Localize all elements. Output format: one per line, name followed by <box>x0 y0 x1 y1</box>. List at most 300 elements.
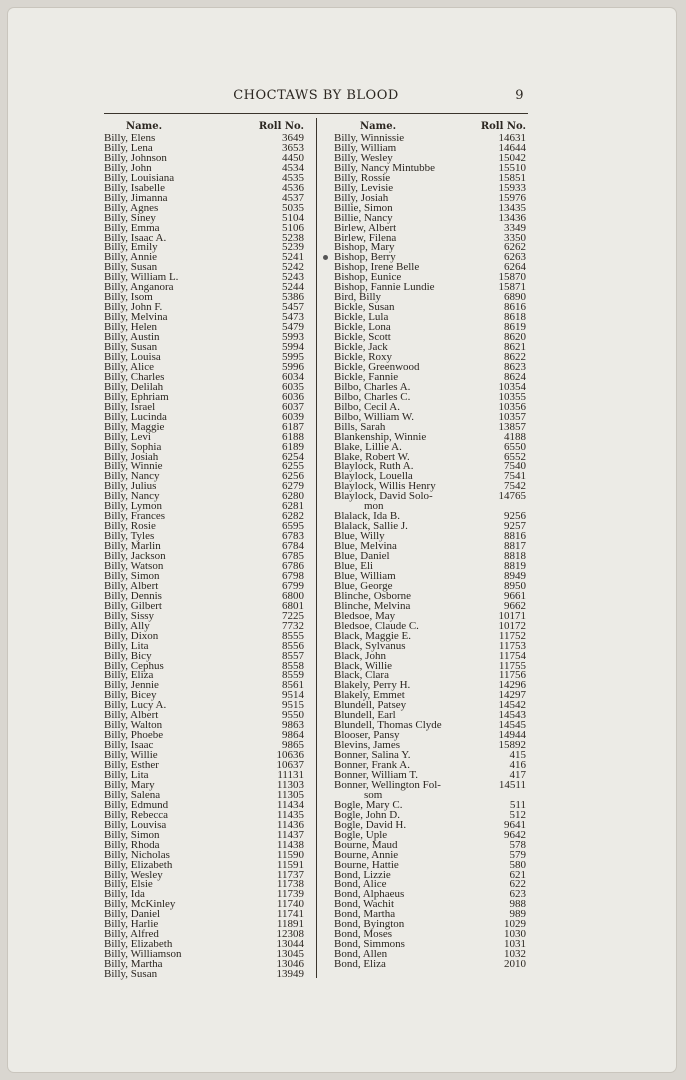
entry-roll-number: 5035 <box>282 201 304 214</box>
entry-name-text: Billy, Austin <box>104 331 160 344</box>
entry-name <box>334 960 386 970</box>
entry-name-text: Billy, Lucinda <box>104 410 167 423</box>
entry-roll-number: 4534 <box>282 161 304 174</box>
entry-name-text: Billy, Elens <box>104 132 156 144</box>
left-column <box>104 122 304 980</box>
entry-roll-number: 11753 <box>498 639 526 652</box>
entry-name-text: Billy, Simon <box>104 828 160 841</box>
roll-entry <box>334 492 526 512</box>
roll-column-label: Roll No. <box>480 121 526 132</box>
entry-name-text: Bickle, Susan <box>334 301 395 314</box>
entry-roll-number: 15933 <box>498 181 526 194</box>
left-entries <box>104 134 304 980</box>
entry-roll-number: 5996 <box>282 360 304 373</box>
entry-name-text: Black, Maggie E. <box>334 629 411 642</box>
page-title: CHOCTAWS BY BLOOD <box>233 88 399 103</box>
entry-roll-number: 9514 <box>282 689 304 702</box>
entry-roll-number: 3350 <box>504 231 526 244</box>
entry-name-text: Billy, Rossie <box>334 171 391 184</box>
entry-roll-number: 7542 <box>504 480 526 493</box>
entry-name-text: Black, John <box>334 649 386 662</box>
entry-name-text: Blue, Melvina <box>334 540 397 553</box>
entry-name-text: Bonner, Salina Y. <box>334 749 411 762</box>
entry-roll-number: 3653 <box>282 141 304 154</box>
entry-name-text: Blundell, Patsey <box>334 699 407 712</box>
entry-name-text: Billy, Salena <box>104 788 161 801</box>
entry-name-text: Bishop, Fannie Lundie <box>334 281 435 294</box>
entry-name-text: Billy, Annie <box>104 251 158 264</box>
entry-name-text: Billy, Watson <box>104 559 164 572</box>
entry-name-text: Blinche, Melvina <box>334 599 411 612</box>
entry-name-text: Blue, George <box>334 579 393 592</box>
entry-roll-number: 13857 <box>498 420 526 433</box>
entry-name-text: Billy, Edmund <box>104 798 169 811</box>
entry-roll-number: 5995 <box>282 350 304 363</box>
entry-roll-number: 4535 <box>282 171 304 184</box>
entry-name-text: Billy, Louisa <box>104 350 161 363</box>
entry-name-text: Billy, Sissy <box>104 609 155 622</box>
entry-name-text: Billy, Tyles <box>104 530 155 543</box>
entry-roll-number: 4537 <box>282 191 304 204</box>
entry-roll-number: 9256 <box>504 510 526 523</box>
entry-name-text: Billy, Louisiana <box>104 171 175 184</box>
entry-roll-number: 11131 <box>277 769 304 781</box>
entry-name-text: Bourne, Annie <box>334 848 399 861</box>
entry-name-text: Billy, Ally <box>104 619 150 632</box>
entry-roll-number: 623 <box>509 888 526 901</box>
entry-roll-number: 6254 <box>282 450 304 463</box>
entry-name-text: Billy, Martha <box>104 958 163 971</box>
entry-roll-number: 6799 <box>282 579 304 592</box>
entry-name-text: Billy, Bicey <box>104 689 157 702</box>
entry-roll-number: 988 <box>509 898 526 911</box>
entry-name-text: Black, Clara <box>334 669 389 682</box>
entry-name-text: Bickle, Scott <box>334 331 391 344</box>
entry-roll-number: 10357 <box>498 410 526 423</box>
entry-roll-number: 7540 <box>504 460 526 473</box>
entry-name-text: Billy, Williamson <box>104 948 182 961</box>
entry-name-text: Billy, Frances <box>104 510 165 523</box>
entry-roll-number: 13949 <box>276 968 304 981</box>
entry-name-text: Bledsoe, Claude C. <box>334 619 419 632</box>
entry-name-text: Billy, Esther <box>104 759 159 772</box>
roll-entry <box>334 778 526 801</box>
entry-roll-number: 10172 <box>498 619 526 632</box>
entry-name-text: Billy, Bicy <box>104 649 152 662</box>
entry-roll-number: 6550 <box>504 440 526 453</box>
entry-roll-number: 5241 <box>282 251 304 264</box>
entry-name-text: Billy, Isaac A. <box>104 231 167 244</box>
entry-roll-number: 5106 <box>282 221 304 234</box>
entry-name-text: Billy, Emily <box>104 241 158 254</box>
entry-roll-number: 13435 <box>498 201 526 214</box>
entry-name-text: Billy, Julius <box>104 480 157 493</box>
entry-name-text: Billy, Melvina <box>104 311 168 324</box>
entry-roll-number: 512 <box>509 808 526 821</box>
entry-roll-number: 3649 <box>282 132 304 144</box>
entry-roll-number: 415 <box>509 749 526 762</box>
entry-name-text: Billy, Rosie <box>104 520 156 533</box>
entry-name-text: Billy, Albert <box>104 709 159 722</box>
roll-entry <box>104 970 304 980</box>
entry-roll-number: 6801 <box>282 599 304 612</box>
entry-roll-number: 14543 <box>498 709 526 722</box>
entry-name-text: Billy, Nancy Mintubbe <box>334 161 436 174</box>
roll-column-label: Roll No. <box>258 121 304 132</box>
entry-roll-number: 9863 <box>282 719 304 732</box>
entry-name-text: Billy, Levisie <box>334 181 394 194</box>
entry-roll-number: 6255 <box>282 460 304 473</box>
entry-name-text: Billy, Dennis <box>104 589 162 602</box>
entry-name-text: Billy, Walton <box>104 719 163 732</box>
entry-name-text: Bond, Wachit <box>334 898 395 911</box>
entry-roll-number: 989 <box>509 908 526 921</box>
entry-roll-number: 14545 <box>498 719 526 732</box>
entry-roll-number: 11756 <box>498 669 526 682</box>
entry-name-text: Billy, Lucy A. <box>104 699 167 712</box>
right-entries <box>334 134 526 970</box>
entry-name-text: Blue, Eli <box>334 559 374 572</box>
entry-name-text: Billy, Harlie <box>104 918 159 931</box>
entry-name-text: Billy, Gilbert <box>104 599 162 612</box>
entry-name-text: Bird, Billy <box>334 291 382 304</box>
entry-roll-number: 6036 <box>282 390 304 403</box>
entry-roll-number: 8819 <box>504 559 526 572</box>
entry-name-text: Billy, Nicholas <box>104 848 170 861</box>
entry-name-text: Bonner, Frank A. <box>334 759 410 772</box>
entry-roll-number: 10355 <box>498 390 526 403</box>
entry-name-text: Billy, Susan <box>104 968 158 981</box>
entry-roll-number: 6034 <box>282 370 304 383</box>
entry-roll-number: 6263 <box>504 251 526 264</box>
entry-roll-number: 8555 <box>282 629 304 642</box>
entry-name-text: Billy, Mary <box>104 778 155 791</box>
entry-roll-number: 6281 <box>282 500 304 513</box>
entry-roll-number: 10636 <box>276 749 304 762</box>
entry-roll-number: 11741 <box>276 908 304 921</box>
entry-roll-number: 8622 <box>504 350 526 363</box>
entry-roll-number: 621 <box>509 868 526 881</box>
entry-roll-number: 8618 <box>504 311 526 324</box>
entry-roll-number: 8621 <box>504 341 526 354</box>
entry-roll-number: 5386 <box>282 291 304 304</box>
entry-name-text: Blevins, James <box>334 739 400 752</box>
entry-name-text: Billy, Phoebe <box>104 729 164 742</box>
entry-roll-number: 8616 <box>504 301 526 314</box>
entry-name-text: Bickle, Lona <box>334 321 391 334</box>
entry-name-text: Bond, Simmons <box>334 938 405 951</box>
entry-roll-number: 15870 <box>498 271 526 284</box>
entry-roll-number: 5479 <box>282 321 304 334</box>
entry-roll-number: 6189 <box>282 440 304 453</box>
entry-name-text: Bogle, David H. <box>334 818 407 831</box>
entry-roll-number: 11435 <box>276 808 304 821</box>
entry-name-text: Billy, Agnes <box>104 201 159 214</box>
entry-name-text: Billy, Eliza <box>104 669 154 682</box>
entry-name-text: Billy, Anganora <box>104 281 174 294</box>
entry-name-text: Bickle, Jack <box>334 341 388 354</box>
entry-roll-number: 14765 <box>498 490 526 503</box>
entry-roll-number: 8556 <box>282 639 304 652</box>
entry-roll-number: 8949 <box>504 569 526 582</box>
entry-name-text: Bond, Allen <box>334 948 388 961</box>
entry-name-text: Birlew, Filena <box>334 231 397 244</box>
entry-name-text: Billy, Helen <box>104 321 158 334</box>
entry-name-text: Billy, Sophia <box>104 440 162 453</box>
entry-name-text: Billy, Nancy <box>104 470 160 483</box>
entry-roll-number: 6279 <box>282 480 304 493</box>
entry-name-text: Billy, Rebecca <box>104 808 169 821</box>
entry-roll-number: 11438 <box>276 838 304 851</box>
column-divider <box>316 118 317 978</box>
entry-name-text: Bond, Moses <box>334 928 393 941</box>
entry-roll-number: 6783 <box>282 530 304 543</box>
entry-name-text: Billy, Isom <box>104 291 153 304</box>
entry-name-text: Bond, Lizzie <box>334 868 391 881</box>
entry-roll-number: 511 <box>509 798 526 811</box>
entry-roll-number: 8619 <box>504 321 526 334</box>
entry-name-text: Billy, Jennie <box>104 679 159 692</box>
entry-name-text: Billy, Josiah <box>334 191 389 204</box>
entry-name <box>334 778 441 801</box>
entry-name-text: Bogle, Uple <box>334 828 388 841</box>
entry-name-text: Bills, Sarah <box>334 420 386 433</box>
entry-roll-number: 8558 <box>282 659 304 672</box>
entry-name-text: Billy, Maggie <box>104 420 165 433</box>
entry-roll-number: 622 <box>509 878 526 891</box>
entry-roll-number: 9642 <box>504 828 526 841</box>
entry-roll-number: 6262 <box>504 241 526 254</box>
entry-roll-number: 6035 <box>282 380 304 393</box>
entry-roll-number: 13044 <box>276 938 304 951</box>
entry-roll-number: 14297 <box>498 689 526 702</box>
entry-roll-number: 4450 <box>282 151 304 164</box>
entry-roll-number: 10354 <box>498 380 526 393</box>
entry-roll-number: 7732 <box>282 619 304 632</box>
entry-roll-number: 5243 <box>282 271 304 284</box>
entry-roll-number: 5244 <box>282 281 304 294</box>
entry-roll-number: 14542 <box>498 699 526 712</box>
entry-name-text: Billy, Rhoda <box>104 838 160 851</box>
entry-name-text: Billy, Jackson <box>104 550 166 563</box>
entry-roll-number: 1029 <box>504 918 526 931</box>
entry-roll-number: 6890 <box>504 291 526 304</box>
entry-name-text: Billy, Siney <box>104 211 156 224</box>
entry-name-text: Billy, Jimanna <box>104 191 168 204</box>
entry-roll-number: 9257 <box>504 520 526 533</box>
entry-name <box>334 492 433 512</box>
entry-name-text: Billy, Marlin <box>104 540 161 553</box>
entry-name-text: Bogle, John D. <box>334 808 400 821</box>
entry-name-text: Bonner, William T. <box>334 769 419 781</box>
entry-roll-number: 11303 <box>276 778 304 791</box>
entry-name-text: Billy, Lita <box>104 639 149 652</box>
entry-name-text: Blaylock, David Solo- <box>334 490 433 503</box>
entry-name-text: Bickle, Greenwood <box>334 360 420 373</box>
entry-name-text: Bickle, Lula <box>334 311 389 324</box>
entry-name-text: Blinche, Osborne <box>334 589 411 602</box>
entry-name-text: Billy, Alice <box>104 360 155 373</box>
entry-name-text: Bishop, Irene Belle <box>334 261 420 274</box>
entry-roll-number: 11436 <box>276 818 304 831</box>
entry-roll-number: 13046 <box>276 958 304 971</box>
entry-name-text: Billy, Elsie <box>104 878 153 891</box>
entry-roll-number: 15042 <box>498 151 526 164</box>
header-rule <box>104 113 528 114</box>
entry-name-continuation: som <box>364 788 383 801</box>
entry-name-text: Billy, William L. <box>104 271 179 284</box>
entry-roll-number: 4188 <box>504 430 526 443</box>
entry-name-text: Billy, Willie <box>104 749 158 762</box>
entry-roll-number: 5239 <box>282 241 304 254</box>
entry-name-text: Bourne, Maud <box>334 838 398 851</box>
entry-roll-number: 12308 <box>276 928 304 941</box>
entry-name-text: Billy, John <box>104 161 152 174</box>
entry-roll-number: 6037 <box>282 400 304 413</box>
entry-roll-number: 10356 <box>498 400 526 413</box>
entry-roll-number: 7541 <box>504 470 526 483</box>
entry-name-text: Blundell, Earl <box>334 709 396 722</box>
entry-roll-number: 6595 <box>282 520 304 533</box>
entry-name-text: Bishop, Mary <box>334 241 395 254</box>
entry-name-text: Bishop, Berry <box>334 251 396 264</box>
page-number: 9 <box>515 88 524 103</box>
entry-roll-number: 1030 <box>504 928 526 941</box>
entry-name-text: Blundell, Thomas Clyde <box>334 719 442 732</box>
entry-name-text: Bogle, Mary C. <box>334 798 403 811</box>
entry-roll-number: 9662 <box>504 599 526 612</box>
entry-name-text: Blue, William <box>334 569 396 582</box>
entry-roll-number: 8817 <box>504 540 526 553</box>
entry-name-text: Billy, Wesley <box>104 868 163 881</box>
entry-name-text: Bourne, Hattie <box>334 858 399 871</box>
name-column-label: Name. <box>126 121 163 132</box>
entry-name-text: Bilbo, Charles A. <box>334 380 411 393</box>
entry-roll-number: 11754 <box>498 649 526 662</box>
entry-name-text: Birlew, Albert <box>334 221 397 234</box>
entry-name-text: Blake, Lillie A. <box>334 440 402 453</box>
entry-roll-number: 11305 <box>276 788 304 801</box>
entry-name-text: Billy, Johnson <box>104 151 167 164</box>
entry-roll-number: 8561 <box>282 679 304 692</box>
entry-name-text: Black, Sylvanus <box>334 639 406 652</box>
entry-roll-number: 15892 <box>498 739 526 752</box>
entry-name-text: Bledsoe, May <box>334 609 396 622</box>
entry-name-text: Blooser, Pansy <box>334 729 400 742</box>
entry-roll-number: 8816 <box>504 530 526 543</box>
entry-name-text: Billy, Susan <box>104 261 158 274</box>
entry-name-text: Billy, Nancy <box>104 490 160 503</box>
entry-name-text: Bonner, Wellington Fol- <box>334 778 441 791</box>
roll-entry <box>334 960 526 970</box>
entry-roll-number: 5104 <box>282 211 304 224</box>
entry-name-text: Billy, Simon <box>104 569 160 582</box>
entry-name-text: Bilbo, William W. <box>334 410 415 423</box>
entry-roll-number: 14944 <box>498 729 526 742</box>
entry-roll-number: 4536 <box>282 181 304 194</box>
entry-name-text: Bickle, Roxy <box>334 350 393 363</box>
entry-roll-number: 9661 <box>504 589 526 602</box>
entry-name-text: Bond, Alice <box>334 878 387 891</box>
entry-roll-number: 5993 <box>282 331 304 344</box>
entry-roll-number: 11891 <box>276 918 304 931</box>
entry-roll-number: 9641 <box>504 818 526 831</box>
entry-roll-number: 5242 <box>282 261 304 274</box>
entry-name-text: Billy, Winnissie <box>334 132 405 144</box>
entry-name-text: Billy, Wesley <box>334 151 393 164</box>
entry-name-text: Billy, Lita <box>104 769 149 781</box>
entry-name-text: Billy, William <box>334 141 397 154</box>
entry-roll-number: 417 <box>509 769 526 781</box>
entry-roll-number: 5473 <box>282 311 304 324</box>
entry-name-text: Billy, Ida <box>104 888 145 901</box>
entry-name-text: Blankenship, Winnie <box>334 430 427 443</box>
entry-name-text: Billy, Levi <box>104 430 151 443</box>
entry-roll-number: 9864 <box>282 729 304 742</box>
entry-roll-number: 15510 <box>498 161 526 174</box>
entry-roll-number: 1031 <box>504 938 526 951</box>
entry-name-text: Bond, Alphaeus <box>334 888 405 901</box>
entry-name-text: Billy, Emma <box>104 221 160 234</box>
entry-roll-number: 7225 <box>282 609 304 622</box>
entry-name-text: Billy, Cephus <box>104 659 164 672</box>
entry-name-text: Billy, Albert <box>104 579 159 592</box>
entry-roll-number: 8950 <box>504 579 526 592</box>
entry-roll-number: 11591 <box>276 858 304 871</box>
entry-roll-number: 13436 <box>498 211 526 224</box>
entry-roll-number: 5238 <box>282 231 304 244</box>
entry-name-text: Billy, Israel <box>104 400 156 413</box>
entry-roll-number: 8818 <box>504 550 526 563</box>
entry-roll-number: 8624 <box>504 370 526 383</box>
entry-roll-number: 6786 <box>282 559 304 572</box>
entry-name-text: Billy, McKinley <box>104 898 176 911</box>
entry-roll-number: 6264 <box>504 261 526 274</box>
entry-roll-number: 8559 <box>282 669 304 682</box>
entry-name-text: Billy, Winnie <box>104 460 163 473</box>
entry-name-text: Billy, Lymon <box>104 500 162 513</box>
entry-name-text: Blue, Willy <box>334 530 385 543</box>
entry-roll-number: 11738 <box>276 878 304 891</box>
entry-roll-number: 6188 <box>282 430 304 443</box>
entry-roll-number: 8623 <box>504 360 526 373</box>
entry-name-text: Bishop, Eunice <box>334 271 402 284</box>
entry-roll-number: 13045 <box>276 948 304 961</box>
entry-roll-number: 9550 <box>282 709 304 722</box>
entry-name-continuation: mon <box>364 500 384 513</box>
entry-name-text: Billy, Isabelle <box>104 181 165 194</box>
entry-roll-number: 10637 <box>276 759 304 772</box>
entry-name-text: Billy, Josiah <box>104 450 159 463</box>
entry-name-text: Billy, Louvisa <box>104 818 167 831</box>
entry-roll-number: 14644 <box>498 141 526 154</box>
entry-roll-number: 3349 <box>504 221 526 234</box>
entry-roll-number: 579 <box>509 848 526 861</box>
entry-name-text: Billie, Nancy <box>334 211 393 224</box>
entry-roll-number: 6552 <box>504 450 526 463</box>
entry-roll-number: 6256 <box>282 470 304 483</box>
entry-roll-number: 580 <box>509 858 526 871</box>
page-header <box>104 88 528 110</box>
name-column-label: Name. <box>360 121 397 132</box>
entry-name-text: Blaylock, Willis Henry <box>334 480 436 493</box>
entry-name-text: Bond, Martha <box>334 908 396 921</box>
entry-name-text: Blake, Robert W. <box>334 450 410 463</box>
entry-name-text: Billy, Elizabeth <box>104 938 173 951</box>
entry-roll-number: 8557 <box>282 649 304 662</box>
entry-name-text: Blue, Daniel <box>334 550 390 563</box>
entry-name-text: Billy, Isaac <box>104 739 154 752</box>
